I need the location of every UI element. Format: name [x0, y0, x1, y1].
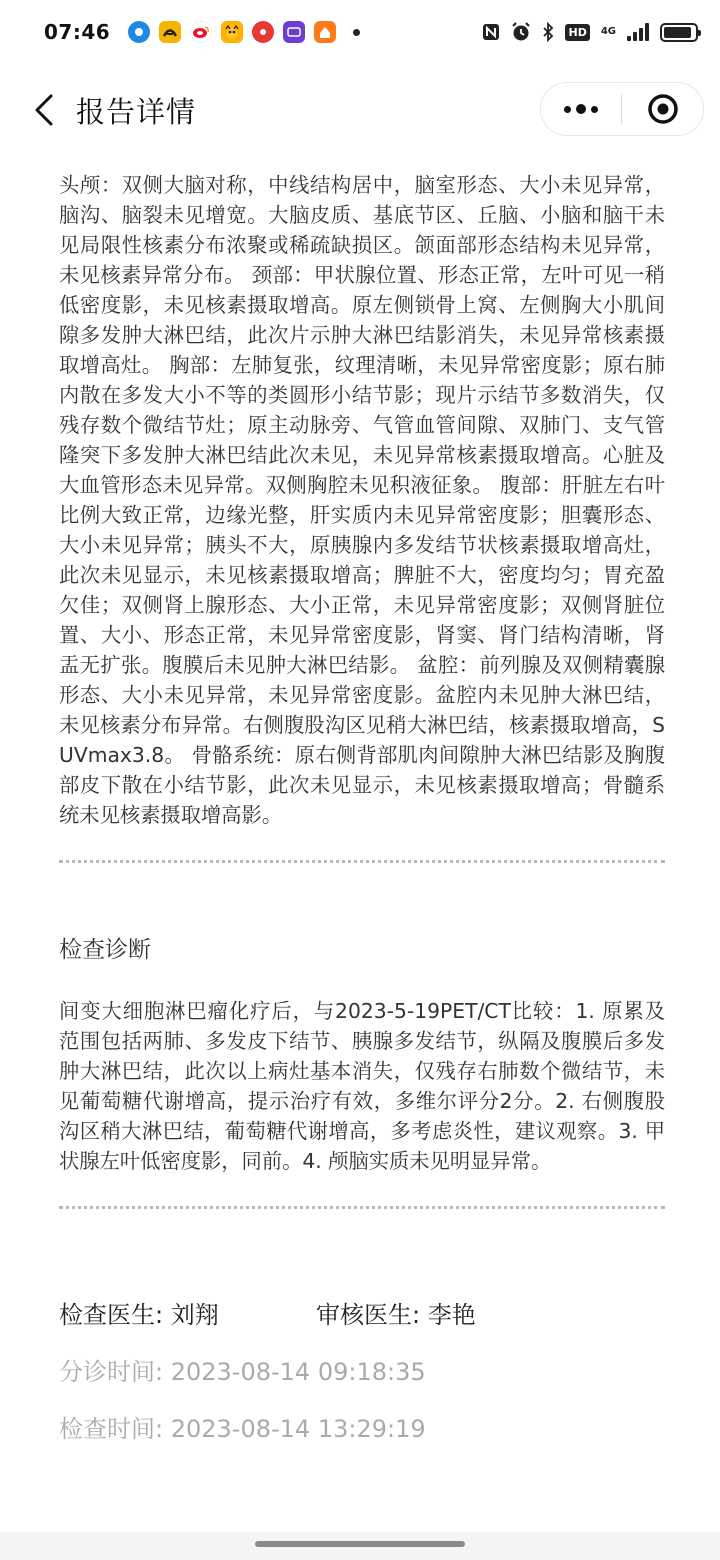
more-notifications-dot: [353, 29, 360, 36]
back-button[interactable]: [14, 80, 74, 140]
section-divider: [59, 860, 665, 863]
triage-time: 分诊时间: 2023-08-14 09:18:35: [59, 1358, 426, 1386]
reviewing-doctor: 审核医生: 李艳: [316, 1301, 476, 1329]
bluetooth-icon: [542, 22, 554, 42]
battery-level: [664, 27, 691, 38]
findings-text: 头颅：双侧大脑对称，中线结构居中，脑室形态、大小未见异常，脑沟、脑裂未见增宽。大脑皮质、基底节区、丘脑、小脑和脑干未见局限性核素分布浓聚或稀疏缺损区。颌面部形态结构未见异常，未见核素异常分布。 颈部：甲状腺位置、形态正常，左叶可见一稍低密度影，未见核素摄取增高。原左侧锁骨上窝、左侧胸大小肌间隙多发肿大淋巴结，此次片示肿大淋巴结影消失，未见异常核素摄取增高灶。 胸部：左肺复张，纹理清晰，未见异常密度影；原右肺内散在多发大小不等的类圆形小结节影；现片示结节多数消失，仅残存数个微结节灶；原主动脉旁、气管血管间隙、双肺门、支气管隆突下多发肿大淋巴结此次未见，未见异常核素摄取增高。心脏及大血管形态未见异常。双侧胸腔未见积液征象。 腹部：肝脏左右叶比例大致正常，边缘光整，肝实质内未见异常密度影；胆囊形态、大小未见异常；胰头不大，原胰腺内多发结节状核素摄取增高灶，此次未见显示，未见核素摄取增高；脾脏不大，密度均匀；胃充盈欠佳；双侧肾上腺形态、大小正常，未见异常密度影；双侧肾脏位置、大小、形态正常，未见异常密度影，肾窦、肾门结构清晰，肾盂无扩张。腹膜后未见肿大淋巴结影。 盆腔：前列腺及双侧精囊腺形态、大小未见异常，未见异常密度影。盆腔内未见肿大淋巴结，未见核素分布异常。右侧腹股沟区见稍大淋巴结，核素摄取增高，SUVmax3.8。 骨骼系统：原右侧背部肌肉间隙肿大淋巴结影及胸腹部皮下散在小结节影，此次未见显示，未见核素摄取增高；骨髓系统未见核素摄取增高影。: [59, 173, 665, 827]
diagnosis-text: 间变大细胞淋巴瘤化疗后，与2023-5-19PET/CT比较：1. 原累及范围包括两肺、多发皮下结节、胰腺多发结节，纵隔及腹膜后多发肿大淋巴结，此次以上病灶基本消失，仅残存右肺数个微结节，未见葡萄糖代谢增高，提示治疗有效，多维尔评分2分。2. 右侧腹股沟区稍大淋巴结，葡萄糖代谢增高，多考虑炎性，建议观察。3. 甲状腺左叶低密度影，同前。4. 颅脑实质未见明显异常。: [59, 999, 665, 1173]
more-dot-icon: [564, 106, 571, 113]
doctor-row: [59, 1295, 665, 1330]
more-menu-button[interactable]: [541, 83, 621, 135]
network-type-label: 4G: [600, 26, 616, 37]
more-dot-icon: [576, 104, 586, 114]
close-mini-program-button[interactable]: [622, 83, 703, 135]
section-divider: [59, 1206, 665, 1209]
battery-icon: [660, 23, 698, 42]
app-orange-home-icon: [314, 21, 336, 43]
nfc-icon: [482, 23, 500, 41]
app-blue-circle-icon: [128, 21, 150, 43]
status-bar: [0, 0, 720, 64]
signal-strength-icon: [627, 23, 649, 41]
app-orange-cat-icon: [221, 21, 243, 43]
home-indicator[interactable]: [255, 1541, 465, 1547]
alarm-icon: [511, 22, 531, 42]
nav-bar: [0, 68, 720, 152]
status-time: 07:46: [44, 20, 111, 44]
app-purple-tag-icon: [283, 21, 305, 43]
checking-doctor: 检查医生: 刘翔: [59, 1301, 219, 1329]
diagnosis-section-title: 检查诊断: [59, 937, 151, 963]
target-close-icon: [647, 93, 679, 125]
app-yellow-face-icon: [159, 21, 181, 43]
hd-badge: HD: [565, 24, 589, 41]
report-content: [59, 170, 665, 1444]
mini-program-capsule: [540, 82, 704, 136]
back-arrow-icon: [32, 93, 56, 127]
more-dot-icon: [591, 106, 598, 113]
system-icons: [482, 22, 698, 42]
exam-time: 检查时间: 2023-08-14 13:29:19: [59, 1415, 426, 1443]
page-title: 报告详情: [76, 94, 197, 129]
notification-icons: [128, 21, 360, 43]
weibo-icon: [190, 21, 212, 43]
app-red-play-icon: [252, 21, 274, 43]
